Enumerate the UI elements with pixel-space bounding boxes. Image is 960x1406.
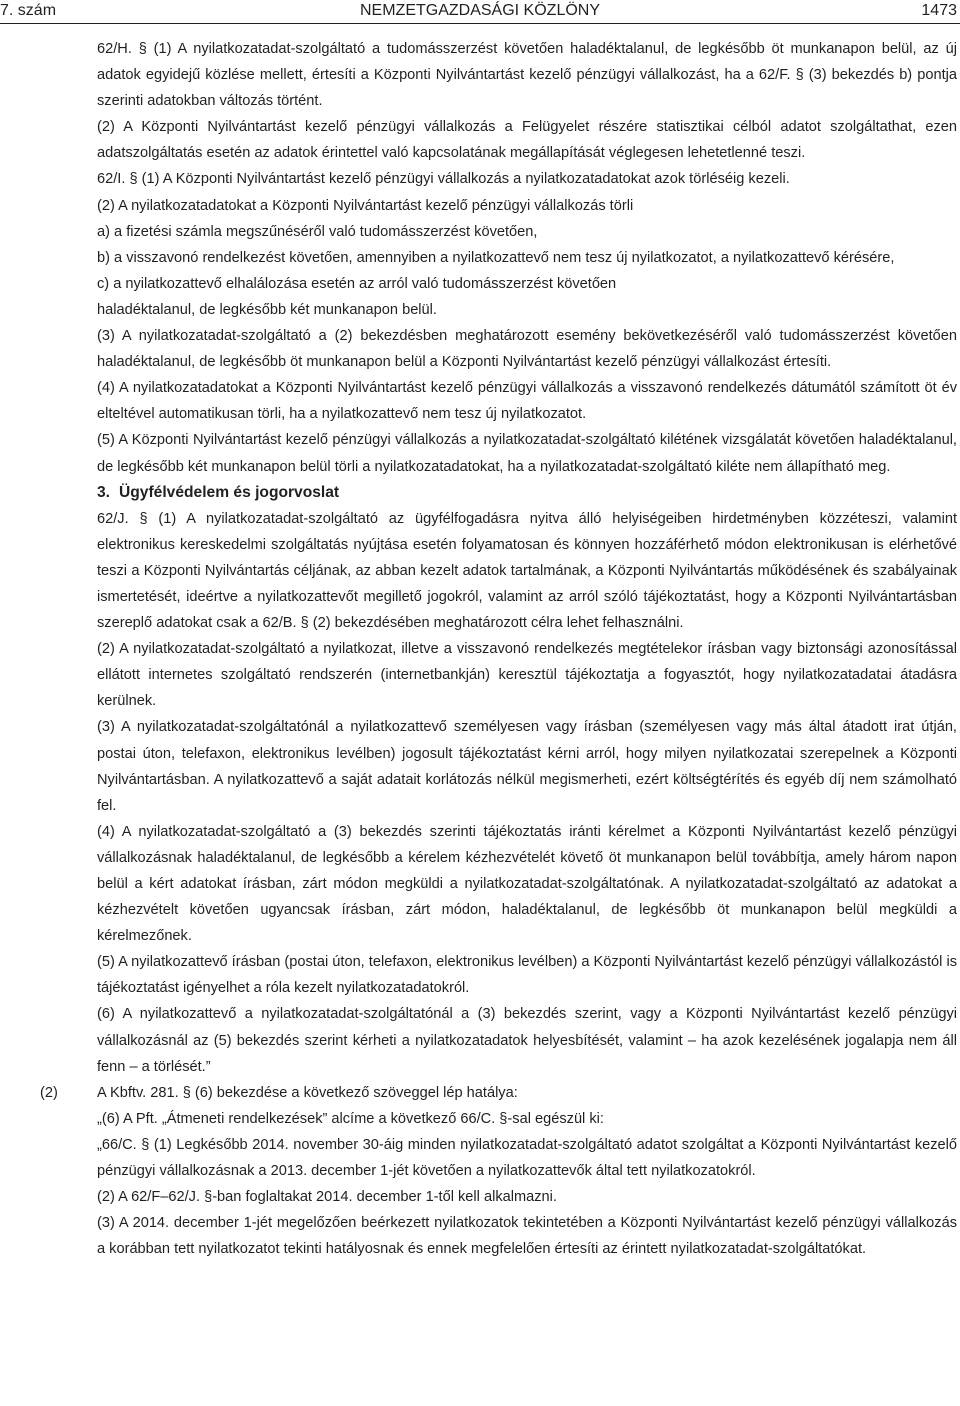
paragraph-text: (4) A nyilatkozatadatokat a Központi Nyilvántartást kezelő pénzügyi vállalkozás a visszavonó rendelkezés dátumától számított öt év elteltével automatikusan törli, ha a nyilatkozattevő nem tesz új nyilatkozatot.	[97, 380, 957, 423]
document-body	[0, 36, 960, 1262]
paragraph	[0, 819, 960, 949]
paragraph	[0, 297, 960, 323]
issue-number: 7. szám	[0, 2, 57, 19]
paragraph	[0, 427, 960, 479]
paragraph	[0, 166, 960, 192]
paragraph	[0, 219, 960, 245]
paragraph	[0, 1210, 960, 1262]
paragraph	[0, 949, 960, 1001]
paragraph-number: (2)	[40, 1084, 58, 1101]
header-rule	[0, 23, 960, 24]
paragraph-text: (2) A nyilatkozatadat-szolgáltató a nyilatkozat, illetve a visszavonó rendelkezés megtételekor írásban vagy biztonsági azonosítással ellátott internetes szolgáltató rendszerén (internetbankján) keresztül tájékoztatja a fogyasztót, hogy nyilatkozatadatai átadásra kerülnek.	[97, 641, 957, 710]
paragraph	[0, 714, 960, 818]
paragraph-text: (5) A nyilatkozattevő írásban (postai úton, telefaxon, elektronikus levélben) a Központi Nyilvántartást kezelő pénzügyi vállalkozástól is tájékoztatást igényelhet a róla kezelt nyilatkozatadatokról.	[97, 954, 957, 997]
paragraph	[0, 375, 960, 427]
paragraph-text: haladéktalanul, de legkésőbb két munkanapon belül.	[97, 301, 437, 318]
paragraph	[0, 1106, 960, 1132]
paragraph	[0, 36, 960, 114]
paragraph-text: (5) A Központi Nyilvántartást kezelő pénzügyi vállalkozás a nyilatkozatadat-szolgáltató kilétének vizsgálatát követően haladéktalanul, de legkésőbb két munkanapon belül törli a nyilatkozatadatokat, ha a nyilatkozatadat-szolgáltató kiléte nem állapítható meg.	[97, 432, 957, 475]
paragraph-text: b) a visszavonó rendelkezést követően, amennyiben a nyilatkozattevő nem tesz új nyilatkozatot, a nyilatkozattevő kérésére,	[97, 249, 895, 266]
paragraph-text: A Kbftv. 281. § (6) bekezdése a következő szöveggel lép hatálya:	[97, 1084, 518, 1101]
paragraph	[0, 636, 960, 714]
paragraph-text: (3) A nyilatkozatadat-szolgáltatónál a nyilatkozattevő személyesen vagy írásban (személyesen vagy más által átadott irat útján, postai úton, telefaxon, elektronikus levélben) jogosult tájékoztatást kérni arról, hogy milyen nyilatkozatai szerepelnek a Központi Nyilvántartásban. A nyilatkozattevő a saját adatait korlátozás nélkül megismerheti, ezért költségtérítés és egyéb díj nem számolható fel.	[97, 719, 957, 814]
paragraph-text: c) a nyilatkozattevő elhalálozása esetén az arról való tudomásszerzést követően	[97, 275, 617, 292]
paragraph-text: 62/H. § (1) A nyilatkozatadat-szolgáltató a tudomásszerzést követően haladéktalanul, de legkésőbb öt munkanapon belül, az új adatok egyidejű közlése mellett, értesíti a Központi Nyilvántartást kezelő pénzügyi vállalkozást, ha a 62/F. § (3) bekezdés b) pontja szerinti adatokban változás történt.	[97, 41, 957, 110]
paragraph	[0, 323, 960, 375]
paragraph	[0, 245, 960, 271]
page-number: 1473	[921, 2, 957, 19]
section-heading	[0, 480, 960, 506]
paragraph-text: „(6) A Pft. „Átmeneti rendelkezések” alcíme a következő 66/C. §-sal egészül ki:	[97, 1110, 604, 1127]
paragraph	[0, 1080, 960, 1106]
paragraph	[0, 1132, 960, 1184]
page-header	[0, 0, 960, 24]
paragraph-text: (3) A nyilatkozatadat-szolgáltató a (2) bekezdésben meghatározott esemény bekövetkezéséről való tudomásszerzést követően haladéktalanul, de legkésőbb öt munkanapon belül a Központi Nyilvántartást kezelő pénzügyi vállalkozást értesíti.	[97, 328, 957, 371]
paragraph	[0, 1001, 960, 1079]
paragraph	[0, 506, 960, 636]
paragraph-text: „66/C. § (1) Legkésőbb 2014. november 30-áig minden nyilatkozatadat-szolgáltató adatot szolgáltat a Központi Nyilvántartást kezelő pénzügyi vállalkozásnak a 2013. december 1-jét követően a nyilatkozattevők által tett nyilatkozatokról.	[97, 1136, 957, 1180]
paragraph-text: (3) A 2014. december 1-jét megelőzően beérkezett nyilatkozatok tekintetében a Központi Nyilvántartást kezelő pénzügyi vállalkozás a korábban tett nyilatkozatot tekinti hatályosnak és ennek megfelelően értesíti az érintett nyilatkozatadat-szolgáltatókat.	[97, 1215, 957, 1258]
paragraph-text: a) a fizetési számla megszűnéséről való tudomásszerzést követően,	[97, 223, 538, 240]
paragraph-text: 62/I. § (1) A Központi Nyilvántartást kezelő pénzügyi vállalkozás a nyilatkozatadatokat azok törléséig kezeli.	[97, 171, 790, 188]
paragraph-text: (2) A Központi Nyilvántartást kezelő pénzügyi vállalkozás a Felügyelet részére statisztikai célból adatot szolgáltathat, ezen adatszolgáltatás esetén az adatok érintettel való kapcsolatának megállapítását véglegesen lehetetlenné teszi.	[97, 119, 957, 162]
section-number: 3.	[97, 483, 111, 501]
paragraph-text: (2) A 62/F–62/J. §-ban foglaltakat 2014. december 1-től kell alkalmazni.	[97, 1189, 557, 1206]
paragraph	[0, 1184, 960, 1210]
journal-title: NEMZETGAZDASÁGI KÖZLÖNY	[359, 2, 601, 19]
paragraph	[0, 193, 960, 219]
paragraph-text: (6) A nyilatkozattevő a nyilatkozatadat-szolgáltatónál a (3) bekezdés szerint, vagy a Központi Nyilvántartást kezelő pénzügyi vállalkozásnál az (5) bekezdés szerint kérheti a nyilatkozatadatok helyesbítését, valamint – ha azok kezelésének jogalapja nem áll fenn – a törlését.”	[97, 1006, 957, 1075]
section-title: Ügyfélvédelem és jogorvoslat	[119, 483, 340, 501]
paragraph	[0, 114, 960, 166]
paragraph	[0, 271, 960, 297]
paragraph-text: 62/J. § (1) A nyilatkozatadat-szolgáltató az ügyfélfogadásra nyitva álló helyiségeiben hirdetményben közzéteszi, valamint elektronikus kereskedelmi szolgáltatás nyújtása esetén folyamatosan és könnyen hozzáférhető módon elektronikusan is elérhetővé teszi a Központi Nyilvántartás céljának, az abban kezelt adatok tartalmának, a Központi Nyilvántartás működésének és szabályainak ismertetését, ideértve a nyilatkozattevőt megillető jogokról, valamint az arról szóló tájékoztatást, hogy a Központi Nyilvántartásban szereplő adatokat csak a 62/B. § (2) bekezdésében meghatározott célra lehet felhasználni.	[97, 510, 957, 632]
paragraph-text: (4) A nyilatkozatadat-szolgáltató a (3) bekezdés szerinti tájékoztatás iránti kérelmet a Központi Nyilvántartást kezelő pénzügyi vállalkozásnak haladéktalanul, de legkésőbb a kérelem kézhezvételét követő öt munkanapon belül továbbítja, amely három napon belül a kért adatokat írásban, zárt módon megküldi a nyilatkozatadat-szolgáltatónak. A nyilatkozatadat-szolgáltató az adatokat a kézhezvételt követően ugyancsak írásban, zárt módon, haladéktalanul, de legkésőbb öt munkanapon belül megküldi a kérelmezőnek.	[97, 823, 957, 945]
paragraph-text: (2) A nyilatkozatadatokat a Központi Nyilvántartást kezelő pénzügyi vállalkozás törli	[97, 197, 634, 214]
